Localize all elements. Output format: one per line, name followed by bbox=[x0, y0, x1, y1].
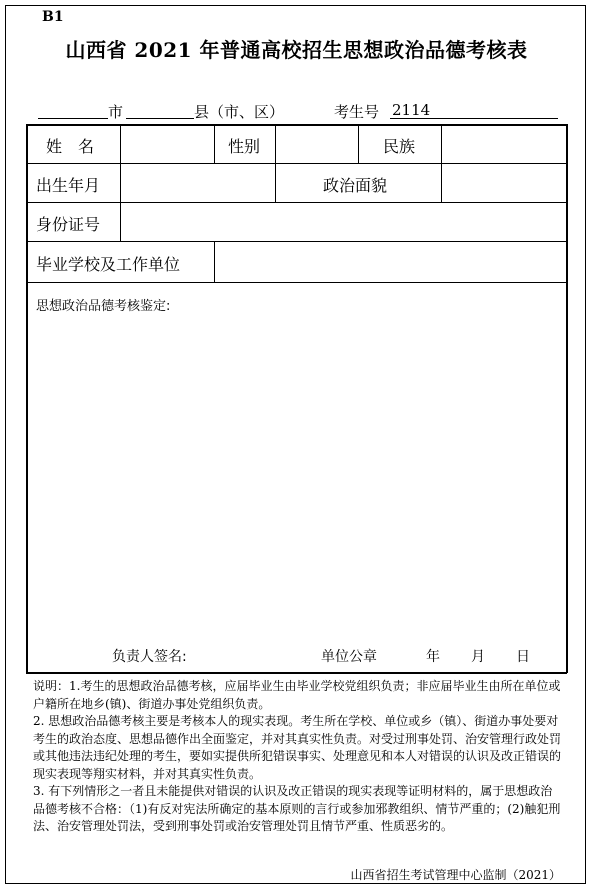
instructions bbox=[33, 678, 563, 836]
school-field[interactable] bbox=[215, 242, 566, 282]
city-label: 市 bbox=[108, 103, 124, 121]
footer-issuer: 山西省招生考试管理中心监制（2021） bbox=[350, 868, 561, 882]
note-2: 2. 思想政治品德考核主要是考核本人的现实表现。考生所在学校、单位或乡（镇）、街道办事处要对考生的政治态度、思想品德作出全面鉴定，并对其真实性负责。对受过刑事处罚、治安管理行政处罚或其他违法违纪处理的考生，要如实提供所犯错误事实、处理意见和本人对错误的认识及改正错误的现实表现等翔实材料，并对其真实性负责。 bbox=[33, 714, 562, 781]
gender-label: 性别 bbox=[228, 137, 261, 156]
birth-field[interactable] bbox=[121, 164, 275, 202]
gender-field[interactable] bbox=[276, 125, 358, 163]
signature-label: 负责人签名: bbox=[112, 649, 187, 665]
assessment-label: 思想政治品德考核鉴定: bbox=[36, 299, 171, 314]
day-label: 日 bbox=[516, 649, 530, 665]
name-field[interactable] bbox=[121, 125, 214, 163]
note-1: 说明：1.考生的思想政治品德考核，应届毕业生由毕业学校党组织负责；非应届毕业生由所在单位或户籍所在地乡(镇)、街道办事处党组织负责。 bbox=[33, 679, 561, 711]
ethnicity-field[interactable] bbox=[442, 125, 566, 163]
political-status-label: 政治面貌 bbox=[323, 176, 388, 195]
year-label: 年 bbox=[426, 649, 440, 665]
region-line bbox=[38, 101, 558, 119]
id-number-field[interactable] bbox=[121, 203, 566, 241]
note-3: 3. 有下列情形之一者且未能提供对错误的认识及改正错误的现实表现等证明材料的，属于思想政治品德考核不合格：（1)有反对宪法所确定的基本原则的言行或参加邪教组织、情节严重的；(2)触犯刑法、治安管理处罚法，受到刑事处罚或治安管理处罚且情节严重、性质恶劣的。 bbox=[33, 784, 561, 833]
school-label: 毕业学校及工作单位 bbox=[36, 255, 181, 274]
form-code: B1 bbox=[42, 9, 64, 25]
assessment-field[interactable] bbox=[28, 315, 566, 635]
county-blank[interactable] bbox=[126, 118, 194, 119]
county-label: 县（市、区） bbox=[194, 103, 285, 121]
exam-no-label: 考生号 bbox=[334, 103, 380, 121]
month-label: 月 bbox=[471, 649, 485, 665]
id-number-label: 身份证号 bbox=[36, 215, 101, 234]
political-status-field[interactable] bbox=[442, 164, 566, 202]
form-title: 山西省 2021 年普通高校招生思想政治品德考核表 bbox=[65, 38, 528, 62]
birth-label: 出生年月 bbox=[36, 176, 101, 195]
ethnicity-label: 民族 bbox=[383, 137, 416, 156]
name-label: 姓 名 bbox=[46, 137, 95, 156]
city-blank[interactable] bbox=[38, 118, 108, 119]
exam-no-value: 2114 bbox=[392, 101, 431, 119]
seal-label: 单位公章 bbox=[321, 649, 377, 665]
